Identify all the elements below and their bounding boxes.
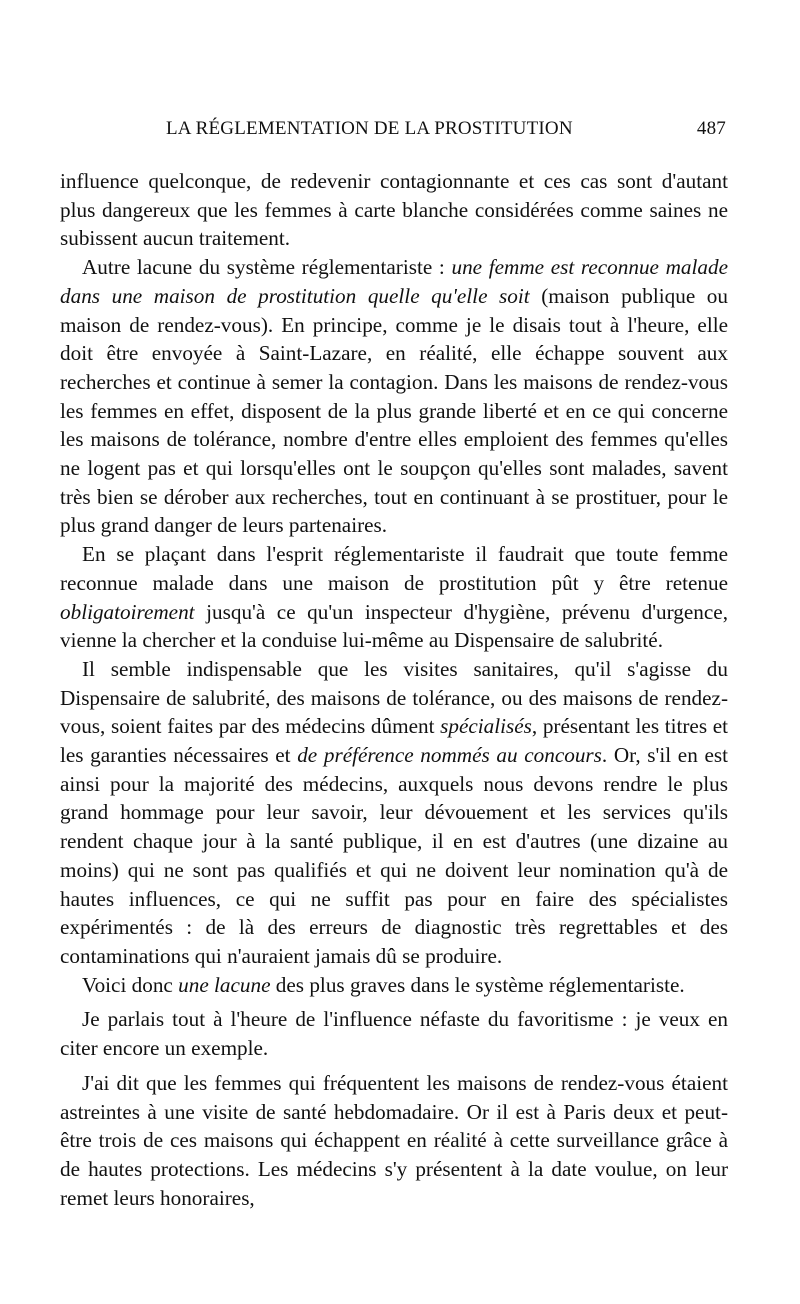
text-run: jusqu'à ce qu'un inspecteur d'hygiène, prévenu d'urgence, vienne la chercher et la conduise lui-même au Dispensaire de salubrité.: [60, 599, 728, 653]
text-run: influence quelconque, de redevenir contagionnante et ces cas sont d'autant plus dangereux que les femmes à carte blanche considérées comme saines ne subissent aucun traitement.: [60, 169, 728, 251]
paragraph: [60, 1069, 728, 1213]
text-run: , présentant les titres et les garanties nécessaires et: [60, 714, 728, 768]
paragraph: [60, 540, 728, 655]
paragraph: [60, 167, 728, 253]
text-run: Autre lacune du système réglementariste :: [82, 255, 452, 280]
running-head: [60, 118, 728, 148]
italic-text-run: spécialisés: [440, 714, 532, 739]
text-run: J'ai dit que les femmes qui fréquentent les maisons de rendez-vous étaient astreintes à une visite de santé hebdomadaire. Or il est à Paris deux et peut-être trois de ces maisons qui échappent en réalité à cette surveillance grâce à de hautes protections. Les médecins s'y présentent à la date voulue, on leur remet leurs honoraires,: [60, 1070, 728, 1210]
text-run: (maison publique ou maison de rendez-vous). En principe, comme je le disais tout à l'heure, elle doit être envoyée à Saint-Lazare, en réalité, elle échappe souvent aux recherches et continue à semer la contagion. Dans les maisons de rendez-vous les femmes en effet, disposent de la plus grande liberté et en ce qui concerne les maisons de tolérance, nombre d'entre elles emploient des femmes qu'elles ne logent pas et qui lorsqu'elles ont le soupçon qu'elles sont malades, savent très bien se dérober aux recherches, tout en continuant à se prostituer, pour le plus grand danger de leurs partenaires.: [60, 283, 728, 538]
running-head-title: LA RÉGLEMENTATION DE LA PROSTITUTION: [166, 118, 573, 139]
book-page: [60, 118, 728, 1212]
italic-text-run: obligatoirement: [60, 599, 195, 624]
italic-text-run: une lacune: [178, 972, 271, 997]
page-number: 487: [696, 118, 726, 139]
paragraph: [60, 655, 728, 971]
text-run: Il semble indispensable que les visites sanitaires, qu'il s'agisse du Dispensaire de salubrité, des maisons de tolérance, ou des maisons de rendez-vous, soient faites par des médecins dûment: [60, 656, 728, 739]
text-run: Je parlais tout à l'heure de l'influence néfaste du favoritisme : je veux en citer encore un exemple.: [60, 1007, 728, 1061]
paragraph: [60, 253, 728, 540]
paragraph: [60, 971, 728, 1000]
text-run: des plus graves dans le système réglementariste.: [270, 972, 685, 997]
text-run: Voici donc: [82, 972, 179, 997]
paragraph: [60, 1005, 728, 1062]
text-run: En se plaçant dans l'esprit réglementariste il faudrait que toute femme reconnue malade dans une maison de prostitution pût y être retenue: [60, 542, 728, 595]
text-body: [60, 167, 728, 1212]
italic-text-run: une femme est reconnue malade dans une maison de prostitution quelle qu'elle soit: [60, 255, 729, 308]
text-run: . Or, s'il en est ainsi pour la majorité des médecins, auxquels nous devons rendre le plus grand hommage pour leur savoir, leur dévouement et les services qu'ils rendent chaque jour à la santé publique, il en est d'autres (une dizaine au moins) qui ne sont pas qualifiés et qui ne doivent leur nomination qu'à de hautes influences, ce qui ne suffit pas pour en faire des spécialistes expérimentés : de là des erreurs de diagnostic très regrettables et des contaminations qui n'auraient jamais dû se produire.: [60, 743, 728, 968]
italic-text-run: de préférence nommés au concours: [297, 743, 602, 768]
